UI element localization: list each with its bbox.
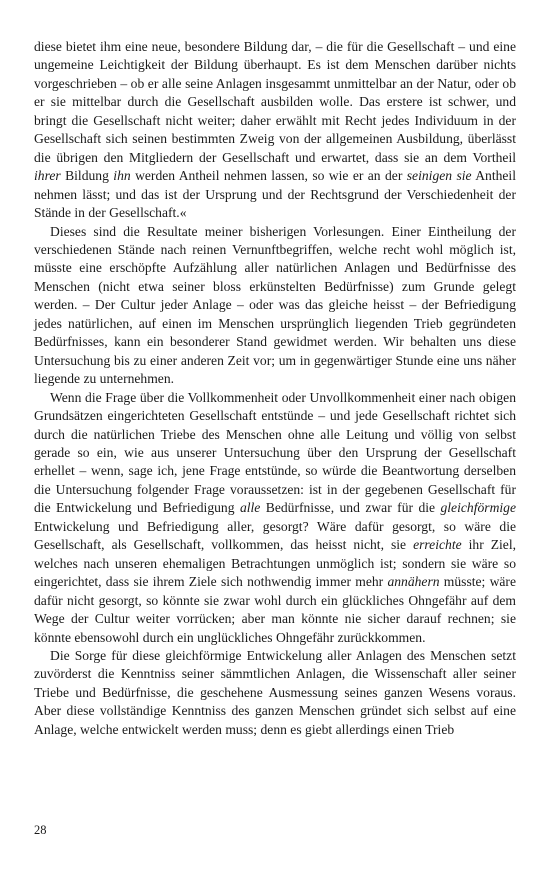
italic-text: alle	[239, 500, 261, 516]
italic-text: annähern	[387, 574, 440, 590]
text-run: müsste; wäre dafür nicht gesorgt, so könnte sie zwar wohl durch ein glückliches Ohngefähr auf dem Wege der Cultur weiter vorrücken; aber man könnte nie sicher darauf rechnen; sie könnte ebensowohl durch ein unglückliches Ohngefähr zurückkommen.	[34, 574, 516, 645]
italic-text: erreichte	[413, 537, 462, 553]
page-body	[34, 38, 516, 739]
italic-text: ihn	[113, 168, 131, 184]
italic-text: seinigen sie	[406, 168, 472, 184]
text-run: diese bietet ihm eine neue, besondere Bildung dar, – die für die Gesellschaft – und eine ungemeine Leichtigkeit der Bildung überhaupt. Es ist dem Menschen darüber nichts vorgeschrieben – ob er alle seine Anlagen insgesammt unmittelbar an der Natur, oder ob er sie mittelbar durch die Gesellschaft ausbilden wolle. Das erstere ist schwer, und bringt die Gesellschaft nicht weiter; daher erwählt mit Recht jedes Individuum in der Gesellschaft sich seinen bestimmten Zweig von der allgemeinen Ausbildung, überlässt die übrigen den Mitgliedern der Gesellschaft und erwartet, dass sie an dem Vortheil	[34, 39, 516, 165]
paragraph-2	[34, 223, 516, 389]
text-run: Dieses sind die Resultate meiner bisherigen Vorlesungen. Einer Eintheilung der verschiedenen Stände nach reinen Vernunftbegriffen, welche recht wohl möglich ist, müsste eine erschöpfte Aufzählung aller natürlichen Anlagen und Bedürfnisse des Menschen (nicht etwa seiner bloss erkünstelten Bedürfnisse) zum Grunde gelegt werden. – Der Cultur jeder Anlage – oder was das gleiche heisst – der Befriedigung jedes natürlichen, auf einen im Menschen ursprünglich liegenden Trieb gegründeten Bedürfnisses, kann ein besonderer Stand gewidmet werden. Wir behalten uns diese Untersuchung bis zu einer anderen Zeit vor; um in gegenwärtiger Stunde eine uns näher liegende zu unternehmen.	[34, 223, 516, 387]
text-run: Bildung	[60, 168, 114, 184]
text-run: Bedürfnisse, und zwar für die	[260, 500, 441, 516]
text-run: Wenn die Frage über die Vollkommenheit oder Unvollkommenheit einer nach obigen Grundsätzen eingerichteten Gesellschaft entstünde – und jede Gesellschaft richtet sich durch die natürlichen Triebe des Menschen ohne alle Leitung und völlig von selbst gerade so ein, wie aus unserer Untersuchung über den Ursprung der Gesellschaft erhellet – wenn, sage ich, jene Frage entstünde, so würde die Beantwortung derselben die Untersuchung folgender Frage voraussetzen: ist in der gegebenen Gesellschaft für die Entwickelung und Befriedigung	[34, 389, 516, 516]
italic-text: gleichförmige	[440, 500, 516, 516]
italic-text: ihrer	[34, 168, 61, 184]
paragraph-3	[34, 389, 516, 647]
text-run: ihr Ziel, welches nach unseren ehemaligen Betrachtungen unmöglich ist; sondern sie wäre so eingerichtet, dass sie ihrem Ziele sich nothwendig immer mehr	[34, 537, 517, 590]
text-run: Die Sorge für diese gleichförmige Entwickelung aller Anlagen des Menschen setzt zuvörderst die Kenntniss seiner sämmtlichen Anlagen, die Wissenschaft aller seiner Triebe und Bedürfnisse, die geschehene Ausmessung seines ganzen Wesens voraus. Aber diese vollständige Kenntniss des ganzen Menschen gründet sich selbst auf eine Anlage, welche entwickelt werden muss; denn es giebt allerdings einen Trieb	[34, 647, 516, 737]
text-run: Antheil nehmen lässt; und das ist der Ursprung und der Rechtsgrund der Verschiedenheit der Stände in der Gesellschaft.«	[34, 168, 516, 221]
text-run: Entwickelung und Befriedigung aller, gesorgt? Wäre dafür gesorgt, so wäre die Gesellschaft, als Gesellschaft, vollkommen, das heisst nicht, sie	[34, 518, 516, 553]
paragraph-4	[34, 647, 516, 739]
paragraph-1	[34, 38, 516, 223]
page-number: 28	[34, 823, 47, 837]
text-run: werden Antheil nehmen lassen, so wie er an der	[130, 168, 407, 184]
